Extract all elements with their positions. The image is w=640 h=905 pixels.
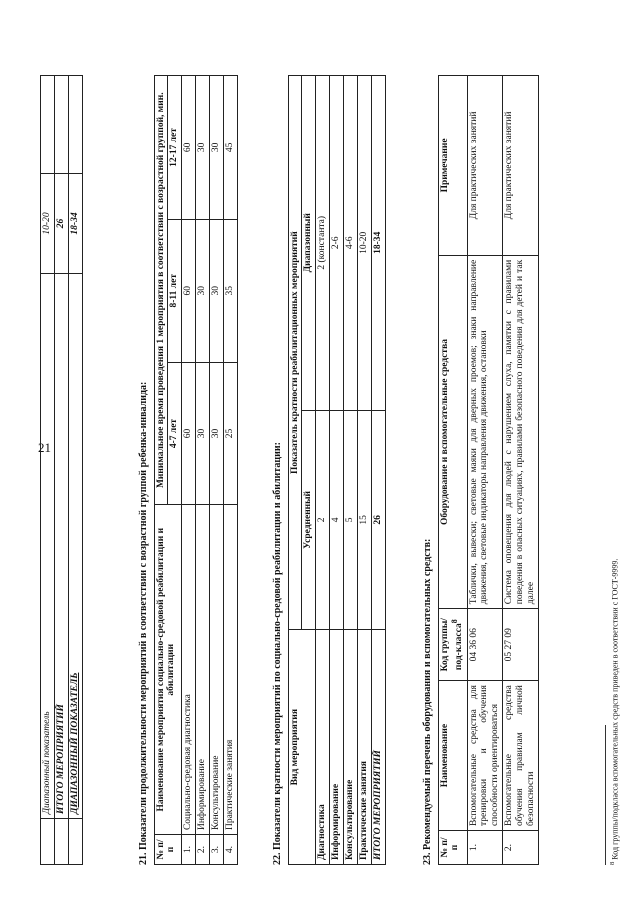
column-header-num: № п/п (154, 835, 182, 865)
row-value: 30 (196, 76, 210, 220)
row-value: 30 (210, 219, 224, 362)
row-note: Для практических занятий (467, 76, 503, 256)
table-header-row (154, 76, 168, 865)
row-num: 1. (182, 835, 196, 865)
section-21 (128, 75, 238, 865)
table-row (344, 76, 358, 865)
section-22-title: 22. Показатели кратности мероприятий по социально-средовой реабилитации и абилитации: (272, 442, 283, 865)
row-name: Вспомогательные средства для тренировки и обучения способности ориентироваться (467, 681, 503, 831)
section-23 (412, 35, 539, 865)
column-header-name: Наименование мероприятия социально-средовой реабилитации и абилитации (154, 505, 182, 835)
table-row (54, 76, 68, 865)
row-num: 3. (210, 835, 224, 865)
row-name: Консультирование (210, 505, 224, 835)
column-header-note: Примечание (438, 76, 467, 256)
row-value: 60 (182, 76, 196, 220)
column-header-equipment: Оборудование и вспомогательные средства (438, 255, 467, 608)
row-equipment: Таблички, вывески; световые маяки для дверных проемов; знаки направление движения, световые индикаторы направления движения, остановки (467, 255, 503, 608)
summary-value: 26 (54, 174, 68, 274)
footnote-mark: 8 (450, 619, 460, 624)
footnote-divider (605, 725, 606, 865)
column-header-average: Усредненный (302, 410, 316, 630)
table-row (182, 76, 196, 865)
column-header-name: Наименование (438, 681, 467, 831)
footnote-text: Код группы/подкласса вспомогательных средств приведен в соответствии с ГОСТ-9999. (610, 558, 620, 860)
row-value: 30 (210, 76, 224, 220)
row-name: Диагностика (316, 630, 330, 865)
frequency-table (288, 75, 386, 865)
table-row (358, 76, 372, 865)
table-row (196, 76, 210, 865)
table-row (467, 76, 503, 865)
table-row (330, 76, 344, 865)
age-group-header: 4-7 лет (168, 362, 182, 505)
column-header-type: Вид мероприятия (288, 630, 316, 865)
row-average: 5 (344, 410, 358, 630)
row-name: Практические занятия (358, 630, 372, 865)
row-value: 60 (182, 219, 196, 362)
column-header-frequency: Показатель кратности реабилитационных мероприятий (288, 76, 302, 630)
row-range: 2-6 (330, 76, 344, 411)
summary-table (40, 75, 83, 865)
table-row (316, 76, 330, 865)
column-header-range: Диапазонный (302, 76, 316, 411)
column-header-time: Минимальное время проведения 1 мероприятия в соответствии с возрастной группой, мин. (154, 76, 168, 505)
row-num: 2. (503, 831, 539, 865)
table-header-row (288, 76, 302, 865)
summary-value: 18-34 (68, 174, 82, 274)
table-row (210, 76, 224, 865)
table-row (224, 76, 238, 865)
row-average: 15 (358, 410, 372, 630)
row-value: 30 (210, 362, 224, 505)
age-group-header: 8-11 лет (168, 219, 182, 362)
summary-value: 10-20 (41, 174, 55, 274)
row-equipment: Система оповещения для людей с нарушением слуха, памятки с правилами поведения в опасных ситуациях, правилами безопасного поведения для детей и так далее (503, 255, 539, 608)
rotated-page-content (40, 35, 640, 865)
equipment-table (438, 75, 540, 865)
column-header-num: № п/п (438, 831, 467, 865)
section-23-title: 23. Рекомендуемый перечень оборудования и вспомогательных средств: (422, 538, 433, 865)
row-average: 26 (372, 410, 386, 630)
row-name: Социально-средовая диагностика (182, 505, 196, 835)
row-value: 30 (196, 362, 210, 505)
table-header-row (438, 76, 467, 865)
row-value: 25 (224, 362, 238, 505)
table-row (503, 76, 539, 865)
footnote (605, 35, 620, 865)
row-average: 4 (330, 410, 344, 630)
row-value: 45 (224, 76, 238, 220)
row-code: 05 27 09 (503, 609, 539, 681)
row-range: 18-34 (372, 76, 386, 411)
section-21-title: 21. Показатели продолжительности мероприятий в соответствии с возрастной группой ребенка-инвалида: (138, 381, 149, 865)
row-name: ИТОГО МЕРОПРИЯТИЙ (372, 630, 386, 865)
row-range: 2 (константа) (316, 76, 330, 411)
table-row (41, 76, 55, 865)
row-value: 60 (182, 362, 196, 505)
row-range: 4-6 (344, 76, 358, 411)
row-note: Для практических занятий (503, 76, 539, 256)
row-num: 2. (196, 835, 210, 865)
table-row (68, 76, 82, 865)
row-name: Практические занятия (224, 505, 238, 835)
row-code: 04 36 06 (467, 609, 503, 681)
summary-label: Диапазонный показатель (41, 274, 55, 819)
row-name: Вспомогательные средства обучения правилам личной безопасности (503, 681, 539, 831)
table-row-total (372, 76, 386, 865)
row-average: 2 (316, 410, 330, 630)
row-name: Информирование (330, 630, 344, 865)
row-num: 1. (467, 831, 503, 865)
duration-table (154, 75, 239, 865)
row-num: 4. (224, 835, 238, 865)
row-value: 30 (196, 219, 210, 362)
column-header-code: Код группы/под-класса$^8$ (438, 609, 467, 681)
summary-label: ДИАПАЗОННЫЙ ПОКАЗАТЕЛЬ (68, 274, 82, 819)
row-value: 35 (224, 219, 238, 362)
row-range: 10-20 (358, 76, 372, 411)
section-22 (262, 75, 386, 865)
row-name: Консультирование (344, 630, 358, 865)
row-name: Информирование (196, 505, 210, 835)
footnote-mark: 8 (609, 861, 616, 865)
summary-label: ИТОГО МЕРОПРИЯТИЙ (54, 274, 68, 819)
age-group-header: 12-17 лет (168, 76, 182, 220)
page-number: 21 (38, 440, 51, 455)
